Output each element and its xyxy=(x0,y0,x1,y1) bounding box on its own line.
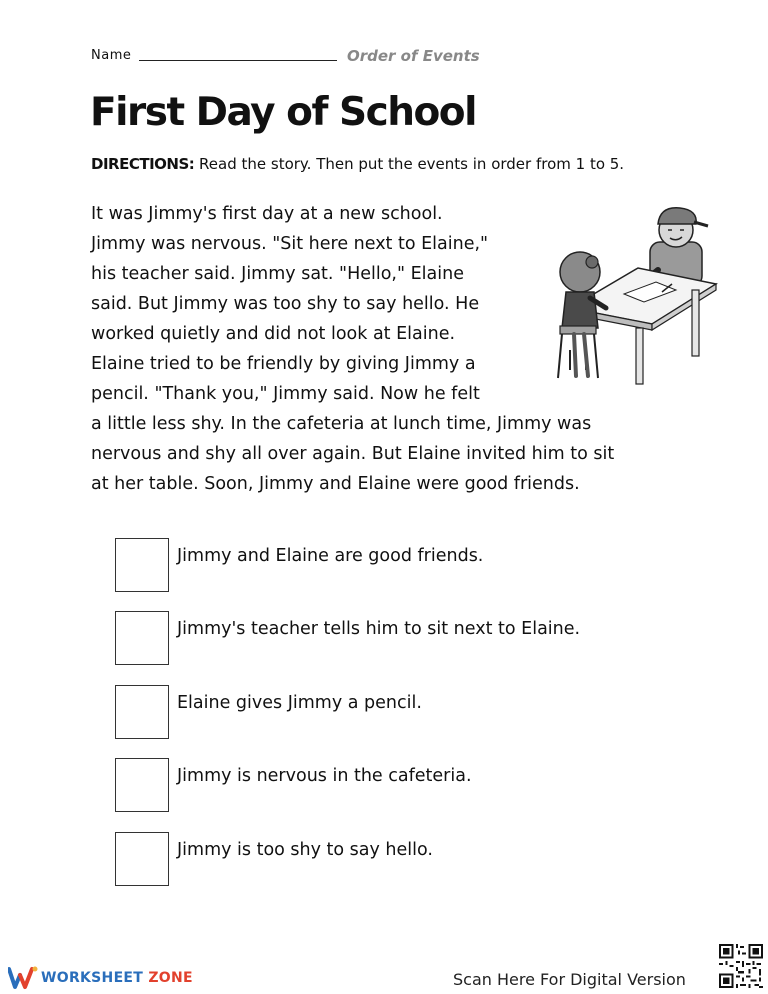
event-order-box[interactable] xyxy=(115,685,169,739)
logo-word-worksheet: WORKSHEET xyxy=(41,970,144,986)
event-text: Jimmy is too shy to say hello. xyxy=(177,840,433,860)
event-item xyxy=(115,758,675,814)
directions-label: DIRECTIONS: xyxy=(91,155,195,173)
directions-text: Read the story. Then put the events in order from 1 to 5. xyxy=(199,155,625,173)
story-line: pencil. "Thank you," Jimmy said. Now he felt xyxy=(91,384,480,404)
story-line: It was Jimmy's first day at a new school. xyxy=(91,204,443,224)
story-line: Elaine tried to be friendly by giving Jimmy a xyxy=(91,354,476,374)
story-line: said. But Jimmy was too shy to say hello. He xyxy=(91,294,480,314)
worksheet-title: First Day of School xyxy=(90,90,476,135)
qr-code-icon[interactable] xyxy=(719,944,763,988)
subject-label: Order of Events xyxy=(347,47,480,65)
event-order-box[interactable] xyxy=(115,611,169,665)
event-text: Jimmy and Elaine are good friends. xyxy=(177,546,484,566)
logo-word-zone: ZONE xyxy=(148,970,193,986)
story-line: at her table. Soon, Jimmy and Elaine were good friends. xyxy=(91,474,580,494)
event-text: Jimmy is nervous in the cafeteria. xyxy=(177,766,472,786)
name-row xyxy=(91,47,511,67)
story-line: worked quietly and did not look at Elaine. xyxy=(91,324,456,344)
story-line: Jimmy was nervous. "Sit here next to Elaine," xyxy=(91,234,489,254)
event-item xyxy=(115,685,675,741)
name-label: Name xyxy=(91,48,132,63)
story-line: a little less shy. In the cafeteria at lunch time, Jimmy was xyxy=(91,414,592,434)
story-line: nervous and shy all over again. But Elaine invited him to sit xyxy=(91,444,615,464)
name-line xyxy=(139,60,337,61)
worksheetzone-logo[interactable] xyxy=(8,965,208,993)
event-text: Jimmy's teacher tells him to sit next to Elaine. xyxy=(177,619,581,639)
event-item xyxy=(115,611,675,667)
event-order-box[interactable] xyxy=(115,538,169,592)
story-line: his teacher said. Jimmy sat. "Hello," Elaine xyxy=(91,264,464,284)
directions xyxy=(91,155,624,173)
classroom-illustration xyxy=(540,200,718,392)
scan-caption: Scan Here For Digital Version xyxy=(453,970,686,989)
event-item xyxy=(115,832,675,888)
event-item xyxy=(115,538,675,594)
event-order-box[interactable] xyxy=(115,758,169,812)
event-text: Elaine gives Jimmy a pencil. xyxy=(177,693,422,713)
event-order-box[interactable] xyxy=(115,832,169,886)
logo-text xyxy=(41,970,193,986)
logo-w-icon xyxy=(8,965,38,991)
